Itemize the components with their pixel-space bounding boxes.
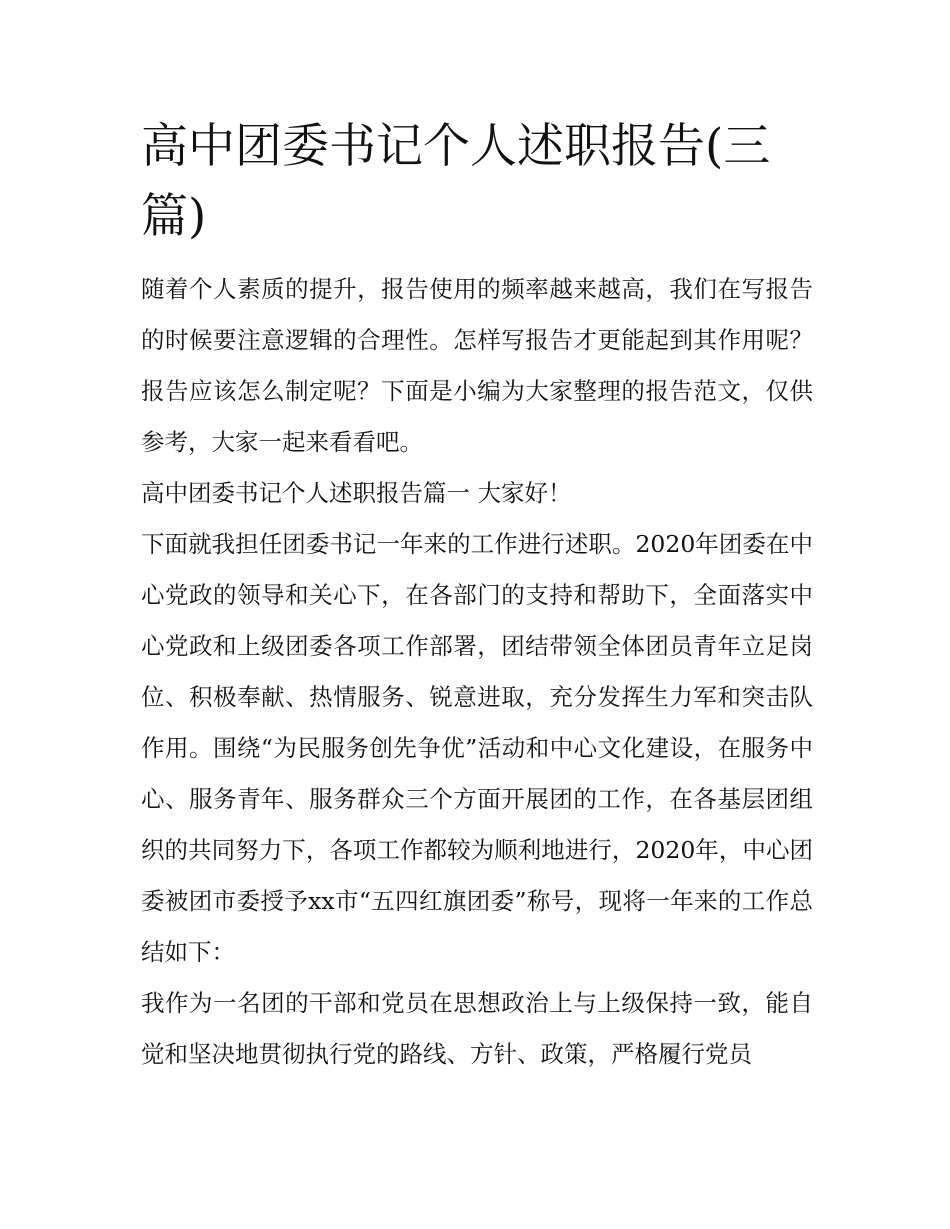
title-spacer: [141, 252, 813, 264]
paragraph-work-report: 下面就我担任团委书记一年来的工作进行述职。2020年团委在中心党政的领导和关心下，在各部门的支持和帮助下，全面落实中心党政和上级团委各项工作部署，团结带领全体团员青年立足岗位、积极奉献、热情服务、锐意进取，充分发挥生力军和突击队作用。围绕“为民服务创先争优”活动和中心文化建设，在服务中心、服务青年、服务群众三个方面开展团的工作，在各基层团组织的共同努力下，各项工作都较为顺利地进行，2020年，中心团委被团市委授予xx市“五四红旗团委”称号，现将一年来的工作总结如下：: [141, 530, 813, 966]
paragraph-section-heading: 高中团委书记个人述职报告篇一 大家好！: [141, 479, 572, 507]
document-title: 高中团委书记个人述职报告(三篇): [141, 119, 771, 244]
paragraph-political-stance: 我作为一名团的干部和党员在思想政治上与上级保持一致，能自觉和坚决地贯彻执行党的路线、方针、政策，严格履行党员: [141, 989, 813, 1068]
document-body: [141, 112, 813, 1080]
paragraph-intro: 随着个人素质的提升，报告使用的频率越来越高，我们在写报告的时候要注意逻辑的合理性。怎样写报告才更能起到其作用呢？报告应该怎么制定呢？下面是小编为大家整理的报告范文，仅供参考，大家一起来看看吧。: [141, 275, 813, 456]
